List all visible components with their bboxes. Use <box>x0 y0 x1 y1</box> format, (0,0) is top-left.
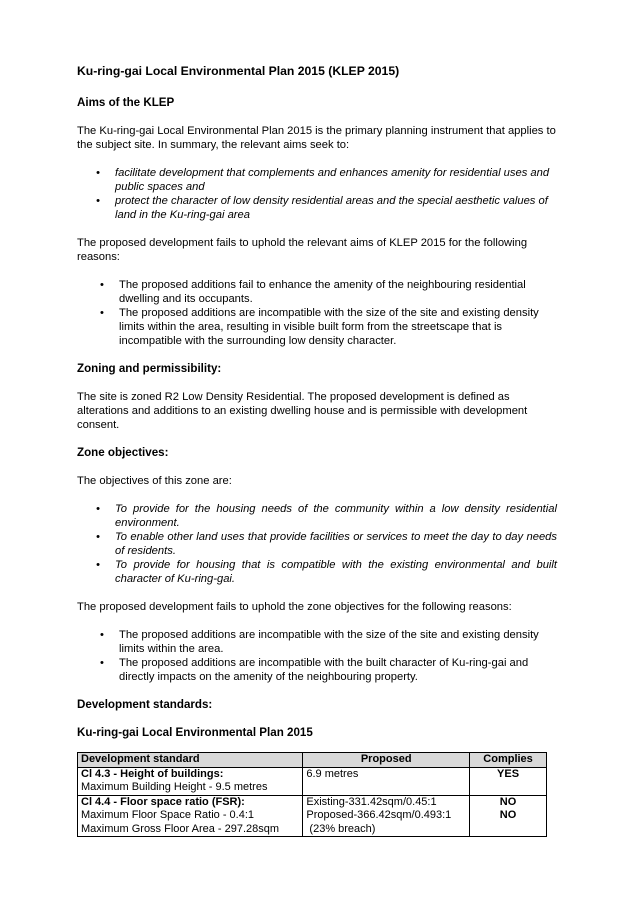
aims-fails-intro: The proposed development fails to uphold the relevant aims of KLEP 2015 for the following reasons: <box>77 237 528 263</box>
list-item: • To enable other land uses that provide facilities or services to meet the day to day needs of residents. <box>96 531 557 557</box>
standards-table <box>77 752 547 837</box>
list-item: • The proposed additions are incompatible with the size of the site and existing density limits within the area, resulting in visible built form from the streetscape that is incompatible with the surrounding low density character. <box>100 307 539 347</box>
zoning-text: The site is zoned R2 Low Density Residential. The proposed development is defined as alterations and additions to an existing dwelling house and is permissible with development consent. <box>77 391 528 431</box>
standard-line: Maximum Floor Space Ratio - 0.4:1 <box>81 809 255 821</box>
table-row <box>78 795 547 837</box>
complies-cell <box>470 795 547 837</box>
complies-cell <box>470 767 547 795</box>
proposed-cell <box>303 767 470 795</box>
list-item: • facilitate development that complements and enhances amenity for residential uses and public spaces and <box>96 167 550 193</box>
table-row <box>78 767 547 795</box>
dev-standards-heading: Development standards: <box>77 698 213 711</box>
column-header: Development standard <box>78 753 303 768</box>
list-item: • To provide for housing that is compatible with the existing environmental and built character of Ku-ring-gai. <box>96 559 557 585</box>
complies-value: NO <box>499 809 517 821</box>
complies-value: NO <box>499 795 517 808</box>
standard-title: Cl 4.3 - Height of buildings: <box>81 767 224 780</box>
complies-value: YES <box>497 767 520 780</box>
list-item: • protect the character of low density residential areas and the special aesthetic values of land in the Ku-ring-gai area <box>96 195 548 221</box>
proposed-cell <box>303 795 470 837</box>
zoning-heading: Zoning and permissibility: <box>77 362 222 375</box>
aims-heading: Aims of the KLEP <box>77 96 175 109</box>
aims-reasons-list <box>77 278 557 348</box>
list-item: • The proposed additions fail to enhance the amenity of the neighbouring residential dwelling and its occupants. <box>100 279 526 305</box>
zone-objectives-heading: Zone objectives: <box>77 446 169 459</box>
list-item: • To provide for the housing needs of the community within a low density residential environment. <box>96 503 557 529</box>
list-item: • The proposed additions are incompatible with the built character of Ku-ring-gai and directly impacts on the amenity of the neighbouring property. <box>100 657 529 683</box>
list-item: • The proposed additions are incompatible with the size of the site and existing density limits within the area. <box>100 629 539 655</box>
proposed-line: 6.9 metres <box>306 767 359 780</box>
standard-cell <box>78 767 303 795</box>
aims-list <box>77 166 557 222</box>
document-title: Ku-ring-gai Local Environmental Plan 2015 (KLEP 2015) <box>77 64 400 78</box>
column-header: Complies <box>470 753 547 768</box>
proposed-line: Existing-331.42sqm/0.45:1 <box>306 795 437 808</box>
proposed-line: Proposed-366.42sqm/0.493:1 <box>306 809 452 821</box>
document-page <box>77 64 557 837</box>
standard-title: Cl 4.4 - Floor space ratio (FSR): <box>81 795 245 808</box>
zone-objectives-intro: The objectives of this zone are: <box>77 475 232 487</box>
table-header-row <box>78 753 547 768</box>
zone-objectives-list <box>77 502 557 586</box>
zone-reasons-list <box>77 628 557 684</box>
proposed-line: (23% breach) <box>306 822 376 835</box>
standard-line: Maximum Gross Floor Area - 297.28sqm <box>81 822 280 835</box>
standard-line: Maximum Building Height - 9.5 metres <box>81 781 268 793</box>
column-header: Proposed <box>303 753 470 768</box>
dev-standards-subheading: Ku-ring-gai Local Environmental Plan 2015 <box>77 726 313 739</box>
zone-fails-intro: The proposed development fails to uphold the zone objectives for the following reasons: <box>77 601 512 613</box>
standard-cell <box>78 795 303 837</box>
aims-intro: The Ku-ring-gai Local Environmental Plan 2015 is the primary planning instrument that applies to the subject site. In summary, the relevant aims seek to: <box>77 125 556 151</box>
